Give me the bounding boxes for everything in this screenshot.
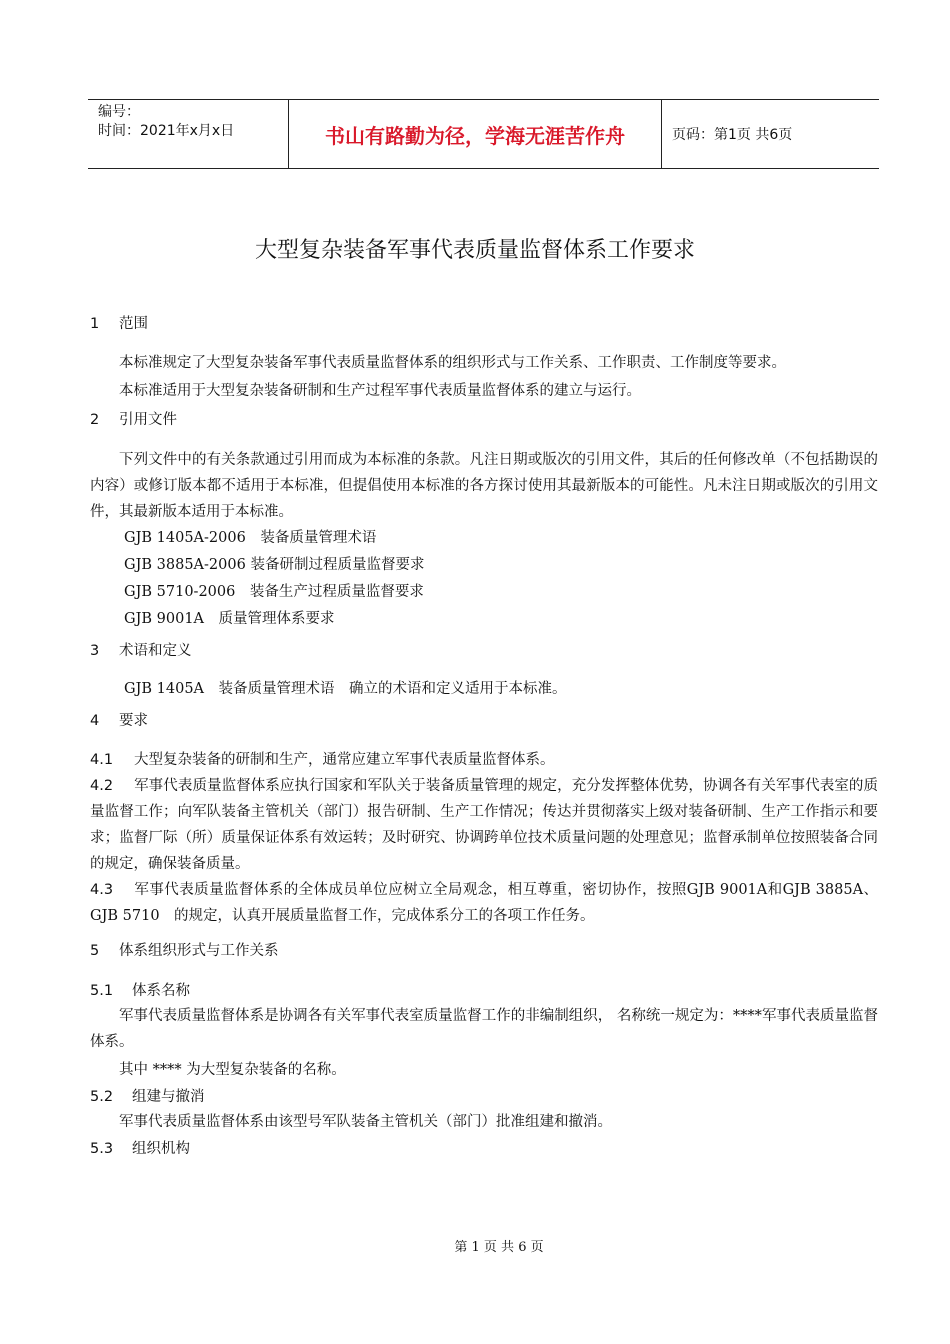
paragraph: 军事代表质量监督体系由该型号军队装备主管机关（部门）批准组建和撤消。	[119, 1114, 612, 1130]
code-label: 编号：	[98, 104, 140, 120]
header-meta	[88, 100, 289, 168]
section-heading-2: 2 引用文件	[90, 412, 177, 428]
subsection-heading-5-2: 5.2 组建与撤消	[90, 1089, 205, 1105]
requirement-4-1: 4.1 大型复杂装备的研制和生产，通常应建立军事代表质量监督体系。	[90, 752, 555, 768]
header-table	[88, 99, 879, 169]
section-heading-4: 4 要求	[90, 713, 148, 729]
paragraph: 本标准适用于大型复杂装备研制和生产过程军事代表质量监督体系的建立与运行。	[119, 383, 641, 399]
header-motto: 书山有路勤为径，学海无涯苦作舟	[289, 100, 662, 168]
requirement-4-2: 4.2 军事代表质量监督体系应执行国家和军队关于装备质量管理的规定，充分发挥整体优势，协调各有关军事代表室的质量监督工作；向军队装备主管机关（部门）报告研制、生产工作情况；传达并贯彻落实上级对装备研制、生产工作指示和要求；监督厂际（所）质量保证体系有效运转；及时研究、协调跨单位技术质量问题的处理意见；监督承制单位按照装备合同的规定，确保装备质量。	[90, 778, 878, 872]
section-heading-5: 5 体系组织形式与工作关系	[90, 943, 279, 959]
reference-item: GJB 5710-2006 装备生产过程质量监督要求	[124, 584, 424, 600]
paragraph: 下列文件中的有关条款通过引用而成为本标准的条款。凡注日期或版次的引用文件，其后的任何修改单（不包括勘误的内容）或修订版本都不适用于本标准，但提倡使用本标准的各方探讨使用其最新版本的可能性。凡未注日期或版次的引用文件，其最新版本适用于本标准。	[90, 452, 878, 520]
section-heading-1: 1 范围	[90, 316, 148, 332]
reference-item: GJB 1405A-2006 装备质量管理术语	[124, 530, 377, 546]
paragraph: 其中 **** 为大型复杂装备的名称。	[119, 1062, 346, 1078]
document-body	[90, 312, 878, 1161]
subsection-heading-5-3: 5.3 组织机构	[90, 1141, 190, 1157]
paragraph: 军事代表质量监督体系是协调各有关军事代表室质量监督工作的非编制组织， 名称统一规定为：****军事代表质量监督体系。	[90, 1008, 878, 1050]
time-label: 时间：2021年x月x日	[98, 123, 235, 139]
paragraph: GJB 1405A 装备质量管理术语 确立的术语和定义适用于本标准。	[124, 681, 567, 697]
subsection-heading-5-1: 5.1 体系名称	[90, 983, 190, 999]
paragraph: 本标准规定了大型复杂装备军事代表质量监督体系的组织形式与工作关系、工作职责、工作制度等要求。	[119, 355, 786, 371]
section-heading-3: 3 术语和定义	[90, 643, 192, 659]
page-footer: 第 1 页 共 6 页	[454, 1240, 544, 1255]
reference-item: GJB 9001A 质量管理体系要求	[124, 611, 335, 627]
requirement-4-3: 4.3 军事代表质量监督体系的全体成员单位应树立全局观念，相互尊重，密切协作，按照GJB 9001A和GJB 3885A、GJB 5710 的规定，认真开展质量监督工作，完成体系分工的各项工作任务。	[90, 882, 878, 924]
document-title: 大型复杂装备军事代表质量监督体系工作要求	[254, 238, 695, 263]
header-page-label: 页码：第1页 共6页	[672, 127, 793, 143]
reference-item: GJB 3885A-2006 装备研制过程质量监督要求	[124, 557, 425, 573]
